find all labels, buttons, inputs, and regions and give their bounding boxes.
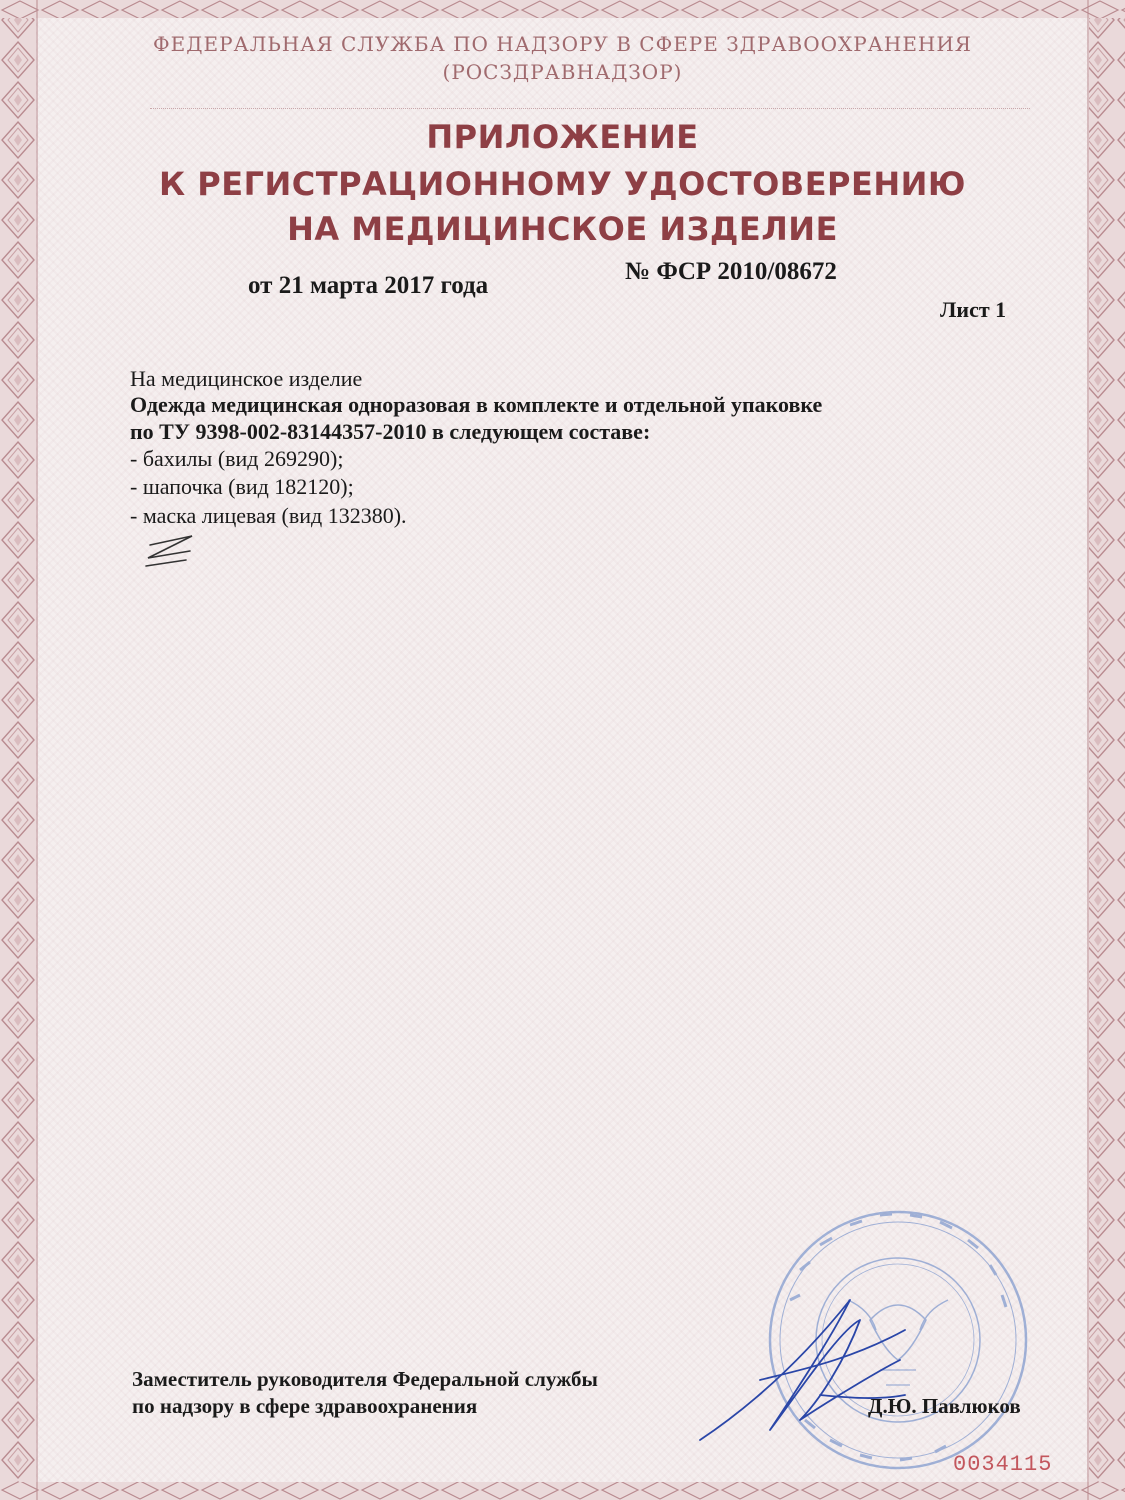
registration-number: № ФСР 2010/08672 bbox=[625, 258, 837, 285]
signer-title-line-2: по надзору в сфере здравоохранения bbox=[132, 1394, 478, 1418]
issue-date: от 21 марта 2017 года bbox=[248, 272, 489, 299]
signer-name: Д.Ю. Павлюков bbox=[868, 1394, 1021, 1418]
serial-number: 0034115 bbox=[953, 1452, 1053, 1477]
list-item: - бахилы (вид 269290); bbox=[130, 446, 344, 471]
document-title-line-1: ПРИЛОЖЕНИЕ bbox=[426, 118, 699, 156]
intro-text: На медицинское изделие bbox=[130, 366, 363, 391]
list-item: - шапочка (вид 182120); bbox=[130, 474, 354, 499]
document-title-line-3: НА МЕДИЦИНСКОЕ ИЗДЕЛИЕ bbox=[287, 210, 838, 248]
agency-short-name: (РОСЗДРАВНАДЗОР) bbox=[442, 60, 683, 84]
document-title-line-2: К РЕГИСТРАЦИОННОМУ УДОСТОВЕРЕНИЮ bbox=[159, 165, 966, 203]
product-name-line-2: по ТУ 9398-002-83144357-2010 в следующем составе: bbox=[130, 419, 651, 444]
agency-name: ФЕДЕРАЛЬНАЯ СЛУЖБА ПО НАДЗОРУ В СФЕРЕ ЗДРАВООХРАНЕНИЯ bbox=[153, 32, 972, 56]
product-name-line-1: Одежда медицинская одноразовая в комплекте и отдельной упаковке bbox=[130, 392, 823, 417]
list-item: - маска лицевая (вид 132380). bbox=[130, 503, 407, 528]
sheet-number: Лист 1 bbox=[940, 297, 1007, 322]
signer-title-line-1: Заместитель руководителя Федеральной службы bbox=[132, 1367, 598, 1391]
header-divider bbox=[150, 108, 1030, 109]
